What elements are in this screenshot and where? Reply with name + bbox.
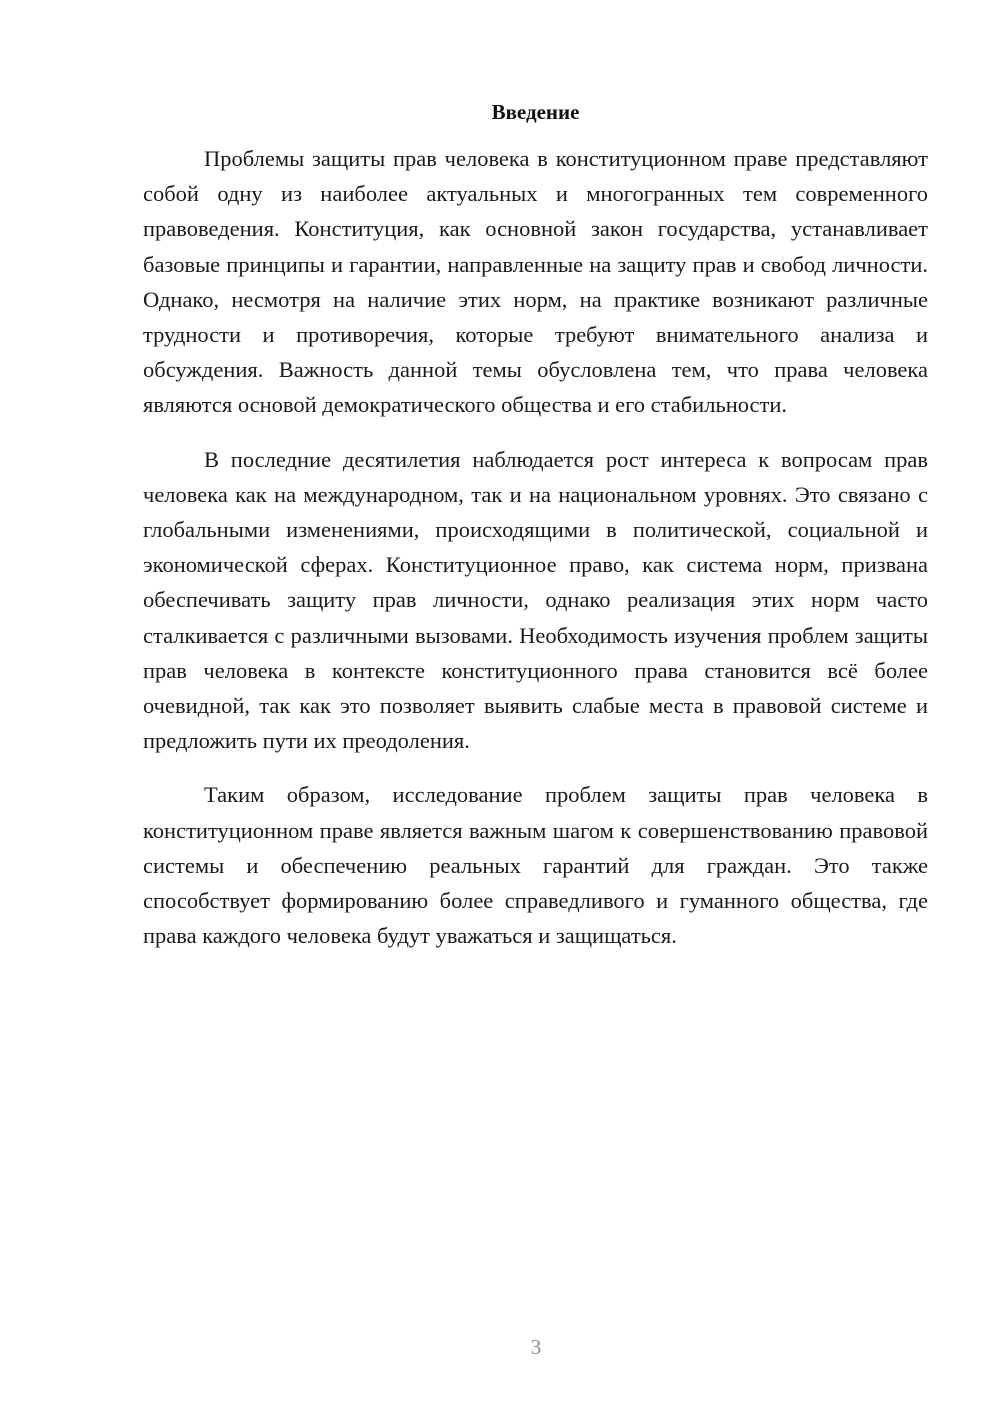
paragraph-2: В последние десятилетия наблюдается рост интереса к вопросам прав человека как на международном, так и на национальном уровнях. Это связано с глобальными изменениями, происходящими в политической, социальной и экономической сферах. Конституционное право, как система норм, призвана обеспечивать защиту прав личности, однако реализация этих норм часто сталкивается с различными вызовами. Необходимость изучения проблем защиты прав человека в контексте конституционного права становится всё более очевидной, так как это позволяет выявить слабые места в правовой системе и предложить пути их преодоления. [143, 446, 928, 754]
page-number: 3 [530, 1335, 542, 1359]
paragraph-1: Проблемы защиты прав человека в конституционном праве представляют собой одну из наиболее актуальных и многогранных тем современного правоведения. Конституция, как основной закон государства, устанавливает базовые принципы и гарантии, направленные на защиту прав и свобод личности. Однако, несмотря на наличие этих норм, на практике возникают различные трудности и противоречия, которые требуют внимательного анализа и обсуждения. Важность данной темы обусловлена тем, что права человека являются основой демократического общества и его стабильности. [143, 146, 928, 418]
page-heading: Введение [491, 100, 580, 124]
paragraph-3: Таким образом, исследование проблем защиты прав человека в конституционном праве является важным шагом к совершенствованию правовой системы и обеспечению реальных гарантий для граждан. Это также способствует формированию более справедливого и гуманного общества, где права каждого человека будут уважаться и защищаться. [143, 782, 928, 949]
body-text [143, 141, 928, 972]
